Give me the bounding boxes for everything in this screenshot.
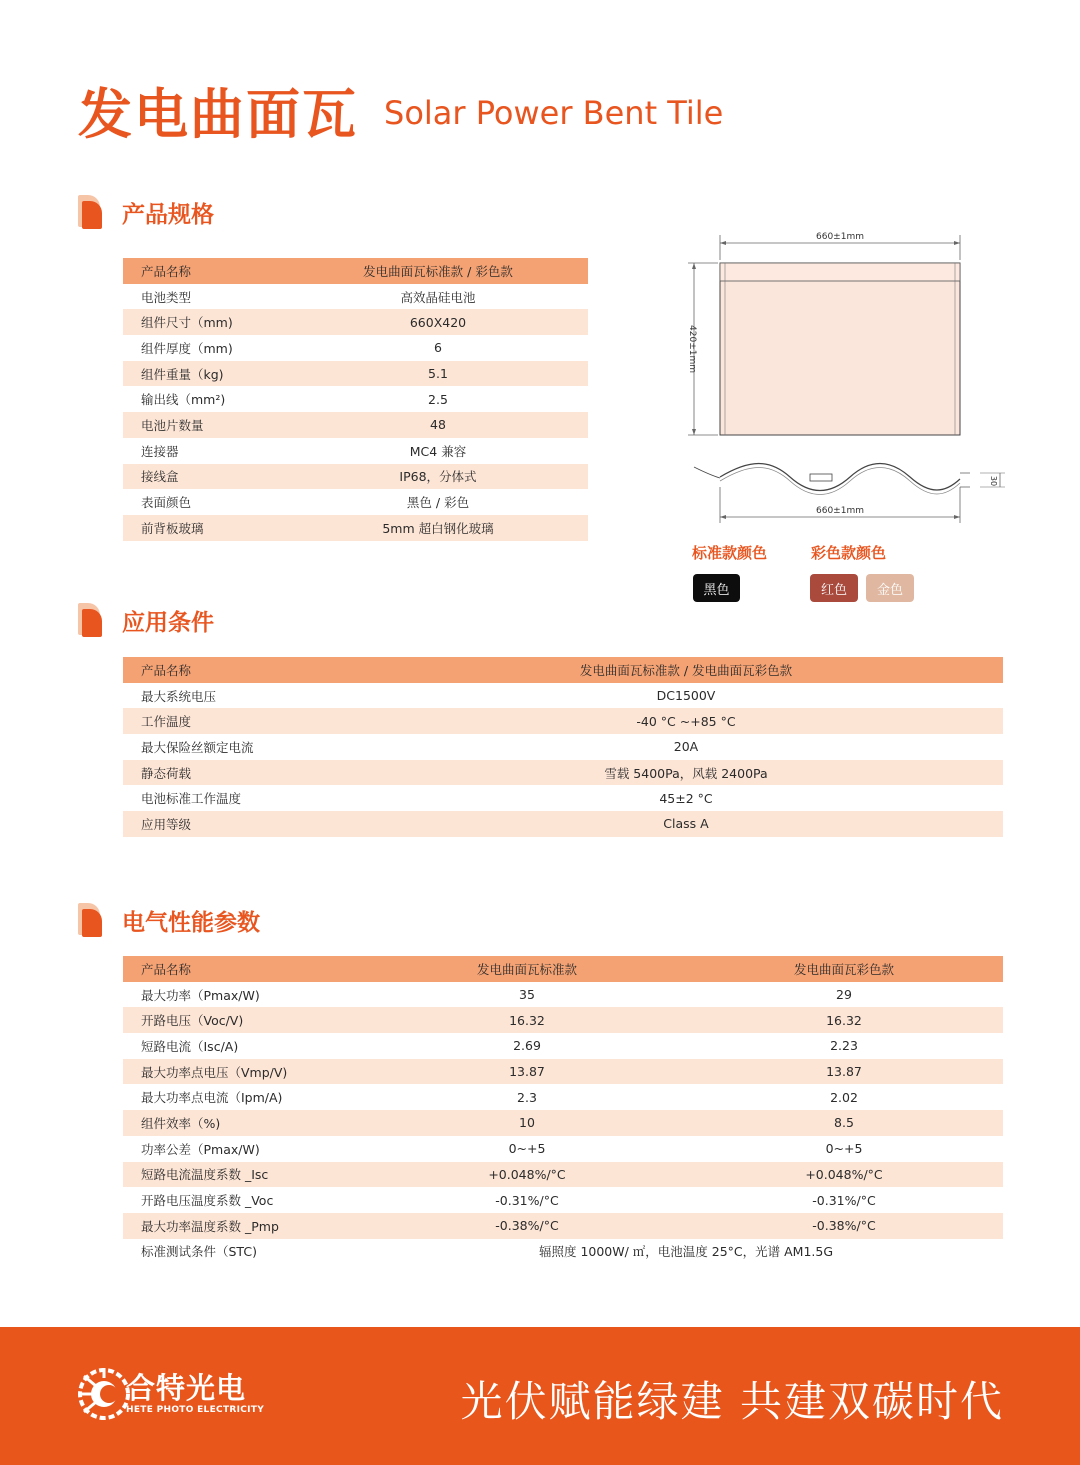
row-label: 开路电压温度系数 _Voc — [123, 1187, 369, 1213]
table-row — [123, 515, 588, 541]
row-value: 5.1 — [288, 361, 588, 387]
row-value: 29 — [685, 982, 1003, 1008]
standard-colors-title: 标准款颜色 — [692, 544, 768, 562]
row-value: 5mm 超白钢化玻璃 — [288, 515, 588, 541]
row-label: 短路电流（Isc/A) — [123, 1033, 369, 1059]
page-title: 发电曲面瓦 — [78, 83, 358, 146]
row-value: -0.38%/°C — [369, 1213, 685, 1239]
swatch-red: 红色 — [810, 574, 858, 602]
header-cell: 发电曲面瓦彩色款 — [685, 956, 1003, 982]
row-label: 最大功率点电压（Vmp/V) — [123, 1059, 369, 1085]
table-row — [123, 683, 1003, 709]
row-value: DC1500V — [369, 683, 1003, 709]
row-label: 连接器 — [123, 438, 288, 464]
row-value: 35 — [369, 982, 685, 1008]
table-row — [123, 785, 1003, 811]
spec-table — [123, 258, 588, 541]
row-label: 应用等级 — [123, 811, 369, 837]
row-label: 短路电流温度系数 _Isc — [123, 1162, 369, 1188]
row-value: 高效晶硅电池 — [288, 284, 588, 310]
row-value: 45±2 °C — [369, 785, 1003, 811]
row-value: 2.02 — [685, 1084, 1003, 1110]
table-row — [123, 760, 1003, 786]
row-value: 0~+5 — [369, 1136, 685, 1162]
row-label: 电池片数量 — [123, 412, 288, 438]
side-height-label: 30 — [989, 475, 998, 487]
height-label: 420±1mm — [687, 325, 697, 373]
logo-sun-icon — [78, 1364, 130, 1424]
row-value: 6 — [288, 335, 588, 361]
table-row — [123, 489, 588, 515]
table-row — [123, 438, 588, 464]
section-marker-icon — [78, 903, 102, 937]
row-label: 开路电压（Voc/V) — [123, 1007, 369, 1033]
row-label: 表面颜色 — [123, 489, 288, 515]
section-header-conditions — [78, 600, 214, 640]
row-value: -0.31%/°C — [685, 1187, 1003, 1213]
table-row — [123, 1059, 1003, 1085]
logo-text-cn: 合特光电 — [126, 1371, 247, 1405]
row-value: 黑色 / 彩色 — [288, 489, 588, 515]
table-header-row — [123, 956, 1003, 982]
side-width-label: 660±1mm — [816, 506, 864, 516]
row-label: 组件厚度（mm) — [123, 335, 288, 361]
row-value: 8.5 — [685, 1110, 1003, 1136]
page-subtitle: Solar Power Bent Tile — [384, 94, 724, 132]
row-value: 20A — [369, 734, 1003, 760]
section-title-spec: 产品规格 — [122, 201, 214, 228]
electrical-table — [123, 956, 1003, 1264]
row-value: MC4 兼容 — [288, 438, 588, 464]
row-label: 最大功率点电流（Ipm/A) — [123, 1084, 369, 1110]
table-row — [123, 464, 588, 490]
table-row — [123, 811, 1003, 837]
row-value: 48 — [288, 412, 588, 438]
row-value: 0~+5 — [685, 1136, 1003, 1162]
section-marker-icon — [78, 195, 102, 229]
table-row — [123, 1162, 1003, 1188]
row-value: 2.23 — [685, 1033, 1003, 1059]
section-header-electrical — [78, 900, 260, 940]
row-label: 功率公差（Pmax/W) — [123, 1136, 369, 1162]
row-value: IP68，分体式 — [288, 464, 588, 490]
row-value: -0.31%/°C — [369, 1187, 685, 1213]
table-header-row — [123, 657, 1003, 683]
row-label: 标准测试条件（STC) — [123, 1239, 369, 1265]
row-label: 组件尺寸（mm) — [123, 309, 288, 335]
row-value: 660X420 — [288, 309, 588, 335]
table-row — [123, 1033, 1003, 1059]
table-row — [123, 982, 1003, 1008]
table-row — [123, 1213, 1003, 1239]
table-row — [123, 1007, 1003, 1033]
footer-slogan: 光伏赋能绿建 共建双碳时代 — [460, 1377, 1004, 1426]
row-value: 雪载 5400Pa，风载 2400Pa — [369, 760, 1003, 786]
table-row — [123, 284, 588, 310]
stc-row — [123, 1239, 1003, 1265]
row-value: +0.048%/°C — [369, 1162, 685, 1188]
row-value: 10 — [369, 1110, 685, 1136]
row-label: 组件重量（kg) — [123, 361, 288, 387]
swatch-gold: 金色 — [866, 574, 914, 602]
row-label: 前背板玻璃 — [123, 515, 288, 541]
table-row — [123, 1136, 1003, 1162]
row-label: 最大功率温度系数 _Pmp — [123, 1213, 369, 1239]
row-label: 电池类型 — [123, 284, 288, 310]
row-label: 接线盒 — [123, 464, 288, 490]
table-row — [123, 361, 588, 387]
footer-banner — [0, 1327, 1080, 1465]
row-value: 2.5 — [288, 386, 588, 412]
top-width-label: 660±1mm — [816, 232, 864, 242]
row-value: 13.87 — [369, 1059, 685, 1085]
row-value: 2.69 — [369, 1033, 685, 1059]
swatch-black: 黑色 — [693, 574, 740, 602]
row-label: 最大保险丝额定电流 — [123, 734, 369, 760]
table-row — [123, 1187, 1003, 1213]
table-row — [123, 335, 588, 361]
section-title-electrical: 电气性能参数 — [122, 909, 260, 936]
row-value: Class A — [369, 811, 1003, 837]
dimension-drawing — [680, 225, 1010, 530]
row-value: 16.32 — [685, 1007, 1003, 1033]
row-label: 组件效率（%) — [123, 1110, 369, 1136]
row-label: 静态荷载 — [123, 760, 369, 786]
color-colors-title: 彩色款颜色 — [811, 544, 887, 562]
row-label: 最大系统电压 — [123, 683, 369, 709]
table-row — [123, 734, 1003, 760]
logo-text-en: HETE PHOTO ELECTRICITY — [126, 1405, 265, 1415]
row-value: 13.87 — [685, 1059, 1003, 1085]
header-cell: 产品名称 — [123, 258, 288, 284]
table-row — [123, 1110, 1003, 1136]
row-value: 16.32 — [369, 1007, 685, 1033]
conditions-table — [123, 657, 1003, 837]
section-header-spec — [78, 192, 214, 232]
table-row — [123, 386, 588, 412]
row-label: 工作温度 — [123, 708, 369, 734]
row-value: -40 °C ~+85 °C — [369, 708, 1003, 734]
table-row — [123, 412, 588, 438]
row-value: +0.048%/°C — [685, 1162, 1003, 1188]
row-label: 输出线（mm²) — [123, 386, 288, 412]
header-cell: 产品名称 — [123, 657, 369, 683]
row-value: -0.38%/°C — [685, 1213, 1003, 1239]
stc-value: 辐照度 1000W/ ㎡，电池温度 25°C，光谱 AM1.5G — [369, 1239, 1003, 1265]
table-row — [123, 1084, 1003, 1110]
header-cell: 发电曲面瓦标准款 — [369, 956, 685, 982]
header-cell: 发电曲面瓦标准款 / 彩色款 — [288, 258, 588, 284]
row-label: 最大功率（Pmax/W) — [123, 982, 369, 1008]
table-header-row — [123, 258, 588, 284]
table-row — [123, 708, 1003, 734]
section-marker-icon — [78, 603, 102, 637]
header-cell: 产品名称 — [123, 956, 369, 982]
table-row — [123, 309, 588, 335]
row-label: 电池标准工作温度 — [123, 785, 369, 811]
header-cell: 发电曲面瓦标准款 / 发电曲面瓦彩色款 — [369, 657, 1003, 683]
row-value: 2.3 — [369, 1084, 685, 1110]
company-logo — [78, 1364, 278, 1424]
section-title-conditions: 应用条件 — [122, 609, 214, 636]
